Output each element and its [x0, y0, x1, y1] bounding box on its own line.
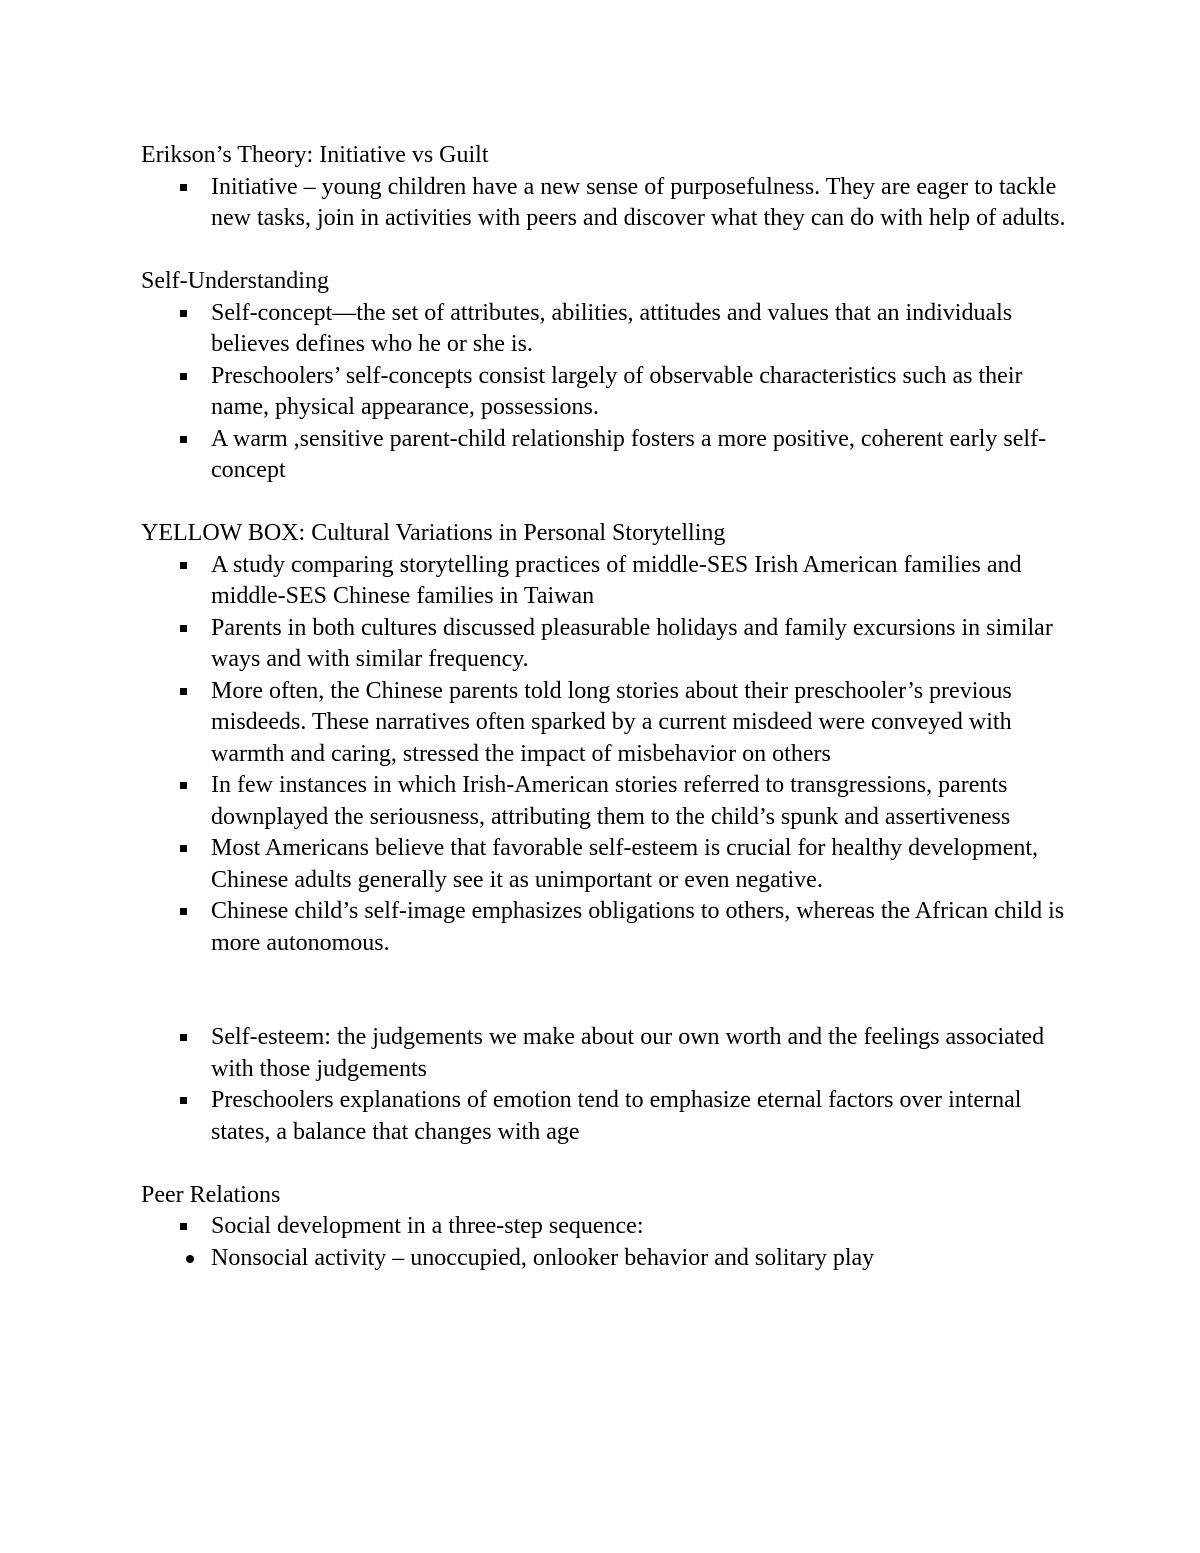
bullet-item: Self-concept—the set of attributes, abilities, attitudes and values that an individuals believes defines who he or she is. — [141, 298, 1081, 361]
section-self-esteem — [141, 1022, 1081, 1148]
bullet-item: Self-esteem: the judgements we make about our own worth and the feelings associated with those judgements — [141, 1022, 1081, 1085]
bullet-item: In few instances in which Irish-American stories referred to transgressions, parents downplayed the seriousness, attributing them to the child’s spunk and assertiveness — [141, 770, 1081, 833]
bullet-item: Initiative – young children have a new sense of purposefulness. They are eager to tackle new tasks, join in activities with peers and discover what they can do with help of adults. — [141, 172, 1081, 235]
blank-space — [141, 959, 1081, 1022]
section-heading: Self-Understanding — [141, 268, 329, 294]
sub-bullet-list — [141, 1243, 1081, 1275]
bullet-list — [141, 550, 1081, 960]
bullet-list — [141, 1211, 1081, 1243]
bullet-item: Parents in both cultures discussed pleasurable holidays and family excursions in similar ways and with similar frequency. — [141, 613, 1081, 676]
bullet-list — [141, 1022, 1081, 1148]
bullet-item: Most Americans believe that favorable self-esteem is crucial for healthy development, Chinese adults generally see it as unimportant or even negative. — [141, 833, 1081, 896]
section-heading: Peer Relations — [141, 1181, 281, 1208]
section-yellow-box — [141, 518, 1081, 959]
bullet-item: More often, the Chinese parents told long stories about their preschooler’s previous misdeeds. These narratives often sparked by a current misdeed were conveyed with warmth and caring, stressed the impact of misbehavior on others — [141, 676, 1081, 771]
bullet-list — [141, 298, 1081, 487]
section-peer-relations — [141, 1180, 1081, 1275]
bullet-item: Preschoolers’ self-concepts consist largely of observable characteristics such as their name, physical appearance, possessions. — [141, 361, 1081, 424]
bullet-item: Social development in a three-step sequence: — [141, 1211, 1081, 1243]
bullet-item: Chinese child’s self-image emphasizes obligations to others, whereas the African child is more autonomous. — [141, 896, 1081, 959]
sub-bullet-item: Nonsocial activity – unoccupied, onlooker behavior and solitary play — [141, 1243, 1081, 1275]
section-erikson — [141, 140, 1081, 235]
section-self-understanding — [141, 266, 1081, 487]
bullet-item: A study comparing storytelling practices of middle-SES Irish American families and middle-SES Chinese families in Taiwan — [141, 550, 1081, 613]
bullet-list — [141, 172, 1081, 235]
section-heading: YELLOW BOX: Cultural Variations in Personal Storytelling — [141, 520, 726, 546]
bullet-item: A warm ,sensitive parent-child relationship fosters a more positive, coherent early self-concept — [141, 424, 1081, 487]
bullet-item: Preschoolers explanations of emotion tend to emphasize eternal factors over internal states, a balance that changes with age — [141, 1085, 1081, 1148]
section-heading: Erikson’s Theory: Initiative vs Guilt — [141, 142, 489, 168]
document-body — [141, 140, 1081, 1274]
